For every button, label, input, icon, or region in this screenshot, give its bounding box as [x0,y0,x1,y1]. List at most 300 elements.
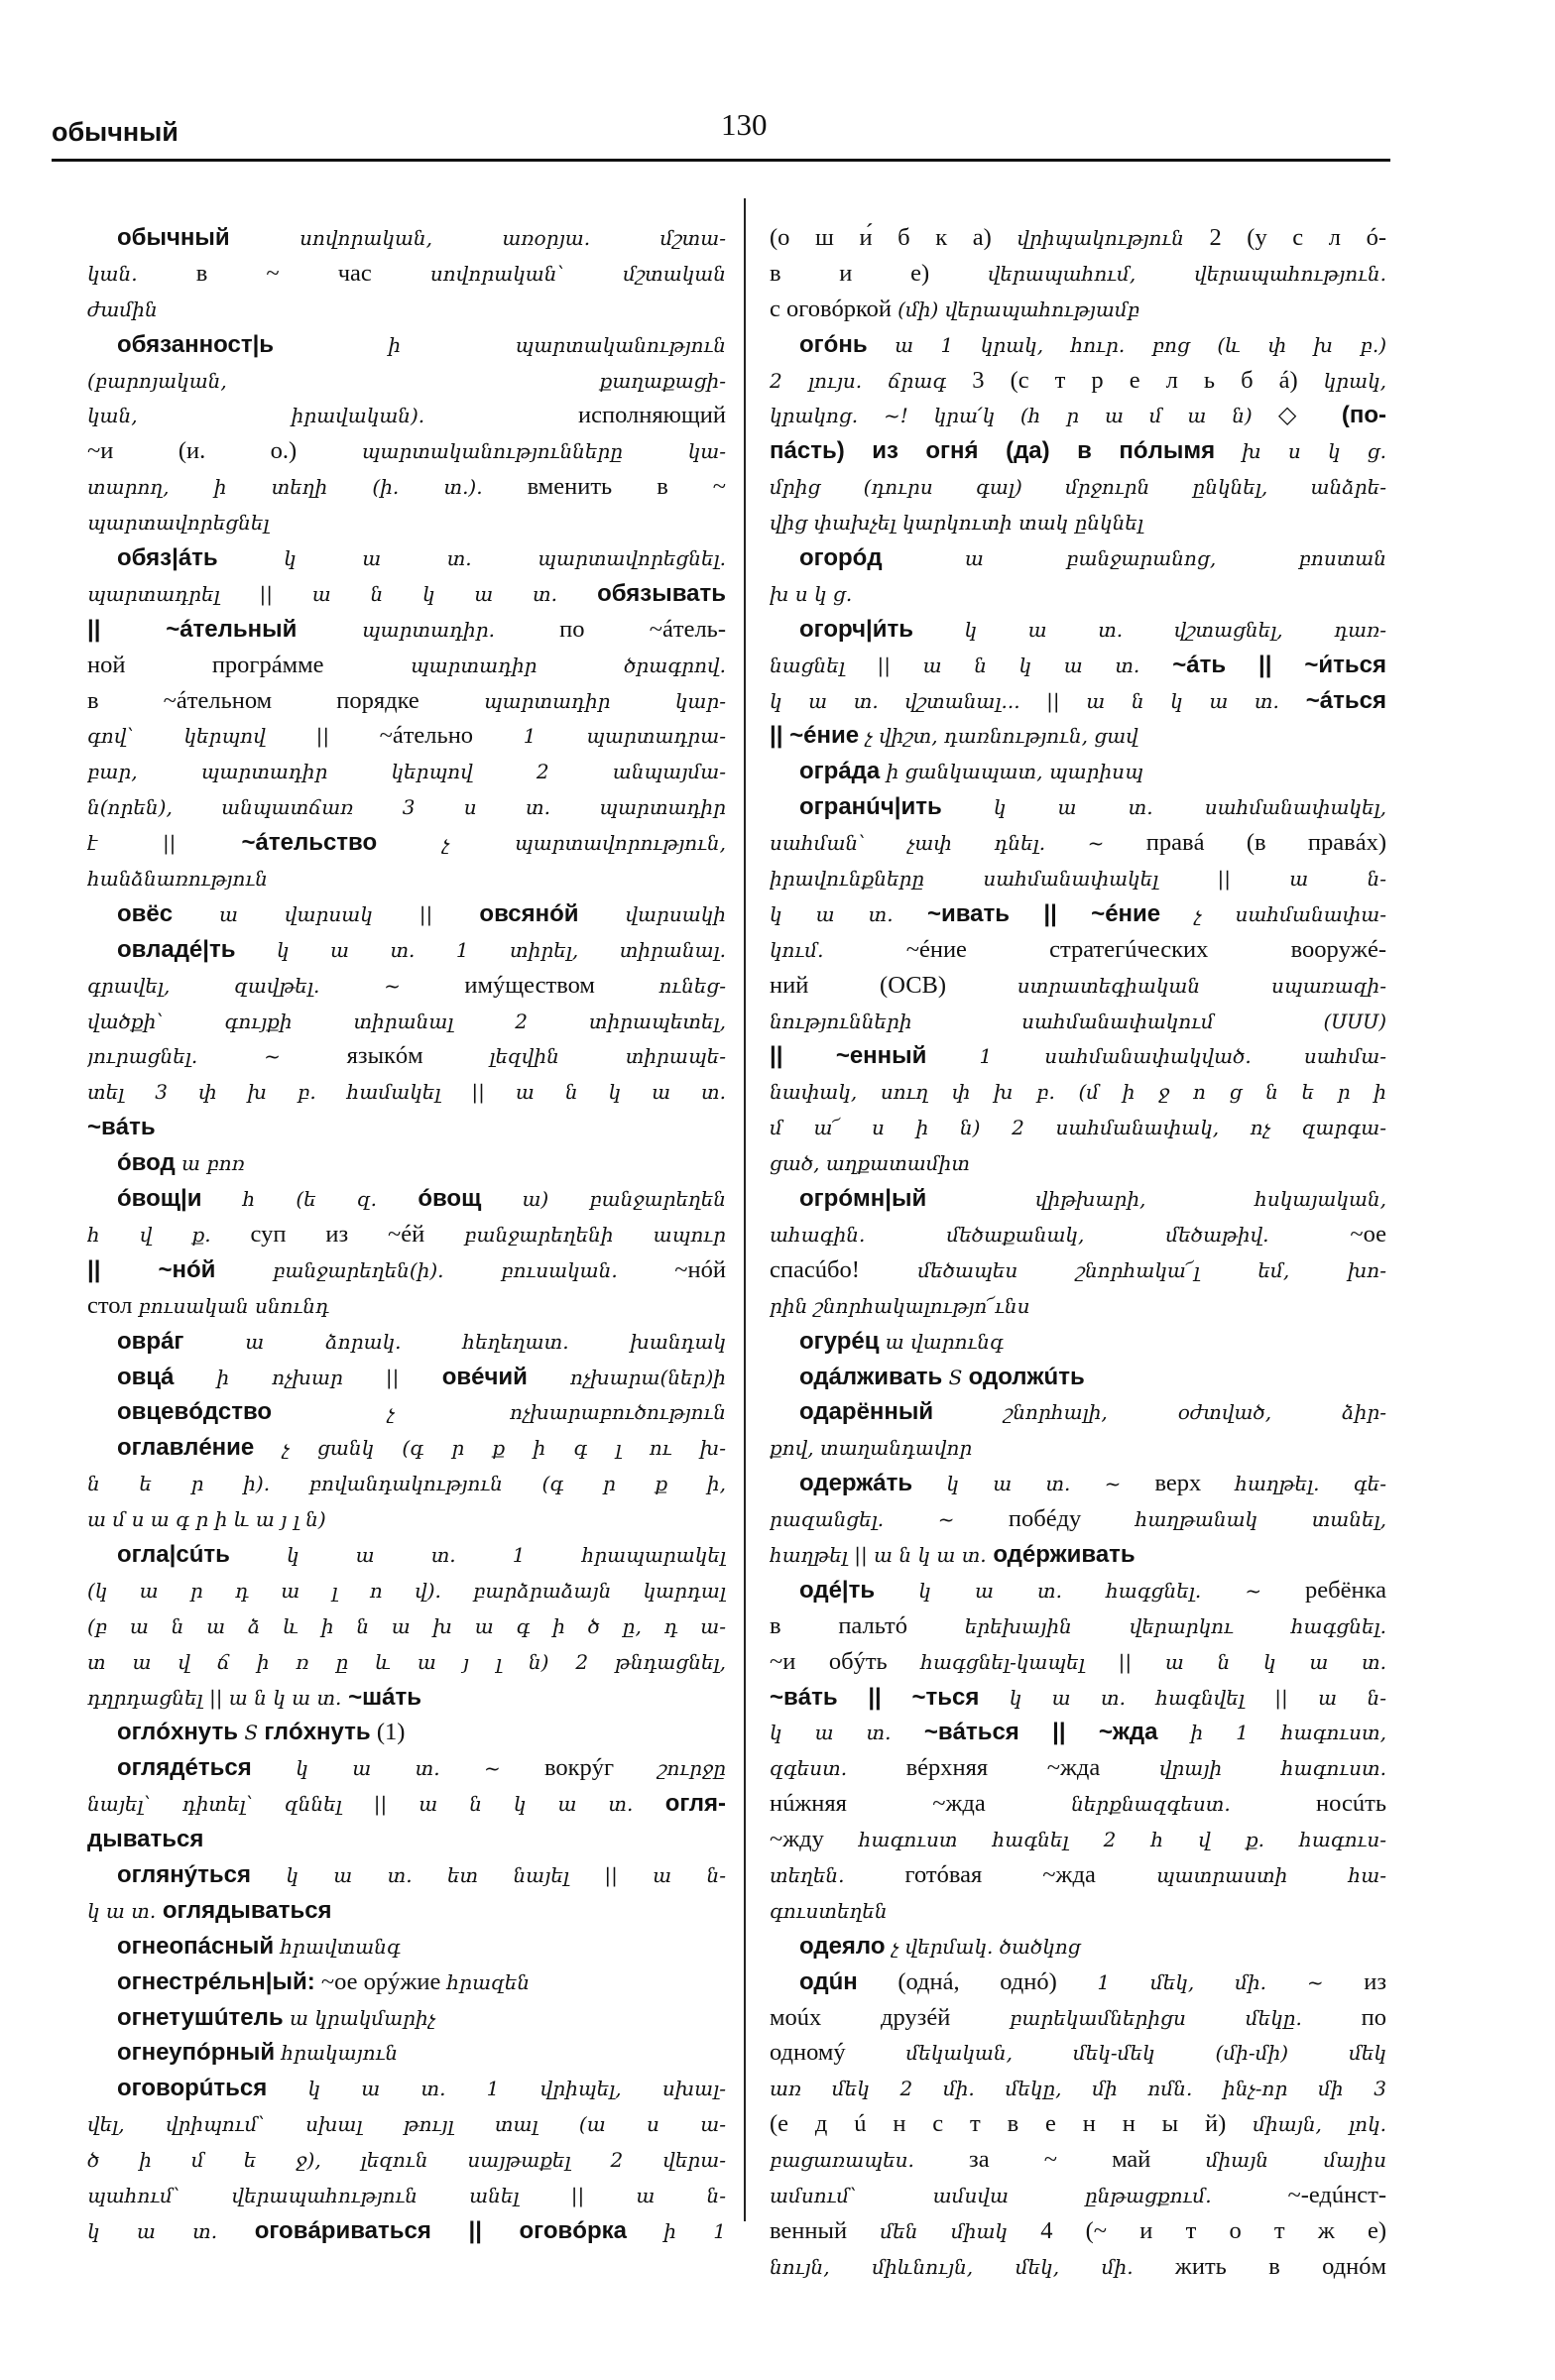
dictionary-line [87,398,726,433]
dictionary-line [770,398,1386,433]
dictionary-line [770,896,1386,932]
russian-text: ~-едúнст- [1211,2181,1386,2208]
russian-text: исполняющий [424,402,726,429]
headword: оговáриваться || оговóрка [217,2216,627,2244]
armenian-gloss: կ ա տ. սահմանափակել, [941,795,1386,820]
dictionary-entry-start [770,327,1386,363]
russian-text: в ~áтельном порядке [87,686,484,714]
dictionary-line [770,1145,1386,1181]
armenian-gloss: շուրջը [658,1756,726,1781]
armenian-gloss: ա բանջարանոց, բոստան [882,546,1386,571]
armenian-gloss: կ ա տ. պարտավորեցնել. [217,546,726,571]
armenian-gloss: չ վերմակ. ծածկոց [885,1934,1081,1959]
headword: огрáда [799,758,881,785]
armenian-gloss: հ (ե զ. [201,1187,377,1212]
russian-text: ~éние стратегúческих воорyжé- [823,935,1386,963]
armenian-gloss: բար, պարտադիր կերպով 2 անպայմա- [87,760,726,784]
armenian-gloss: տ ա վ ճ ի ռ ը և ա յ լ ն) 2 թնդացնել, [87,1649,726,1674]
armenian-gloss: վիթխարի, հսկայական, [926,1187,1386,1212]
armenian-gloss: նույն, միևնույն, մեկ, մի. [770,2254,1134,2279]
armenian-gloss: կ ա տ. վշտացնել, դառ- [912,617,1386,642]
russian-text: ной прогрáмме [87,651,411,678]
dictionary-line [770,968,1386,1004]
armenian-gloss: գրավել, զավթել. ~ [87,973,401,998]
russian-text: вменить в ~ [482,473,726,501]
headword: огорóд [799,544,883,572]
headword: ~áтельство [176,829,378,857]
russian-text: ~ое [1268,1220,1386,1248]
armenian-gloss: խ ս կ ց. [770,581,853,606]
armenian-gloss: հաղթանակ տանել, [1135,1507,1386,1532]
dictionary-entry-start [87,1715,726,1750]
running-head: обычный [52,117,179,147]
headword: одержáть [799,1470,913,1497]
dictionary-line [770,292,1386,327]
dictionary-line [770,433,1386,469]
armenian-gloss: չ ոչխարաբուծություն [272,1400,726,1425]
dictionary-line [87,1004,726,1039]
russian-text: из [1323,1967,1386,1995]
headword: || ~éние [770,722,860,750]
dictionary-line [770,1750,1386,1786]
headword: || ~енный [770,1042,927,1070]
armenian-gloss: ի 1 հագուստ, [1157,1721,1386,1745]
armenian-gloss: կրակոց. ~! կրա՛կ (հ ր ա մ ա ն) [770,404,1253,428]
dictionary-line [87,1501,726,1537]
russian-text: побéду [954,1505,1136,1533]
russian-text: ~áтельно [329,722,474,750]
armenian-gloss: հանձնառություն [87,867,268,892]
headword: оглóхнуть [117,1719,238,1746]
armenian-gloss: ն(որեն), անպատճառ 3 ս տ. պարտադիր [87,795,726,820]
dictionary-line [87,1822,726,1857]
dictionary-line [87,433,726,469]
dictionary-line [87,505,726,540]
russian-text: правá (в правáх) [1104,829,1386,857]
armenian-gloss: պարտավորեցնել [87,511,270,536]
dictionary-entry-start [87,1750,726,1786]
headword: оглядываться [156,1896,332,1924]
armenian-gloss: ա բոռ [175,1151,245,1176]
headword: оглавлéние [117,1434,255,1462]
dictionary-line [87,789,726,825]
armenian-gloss: առ մեկ 2 մի. մեկը, մի ոմն. ինչ-որ մի 3 [770,2077,1386,2101]
armenian-gloss: խ ս կ ց. [1215,439,1386,464]
armenian-gloss: ա 1 կրակ, հուր. բոց (և փ խ բ.) [867,332,1386,357]
armenian-gloss: 1 մեկ, մի. ~ [1097,1969,1324,1994]
headword: ◇ (по- [1252,402,1386,429]
armenian-gloss: կ ա տ. հագցնել. ~ [875,1578,1262,1603]
dictionary-entry-start [87,1929,726,1964]
dictionary-line [87,861,726,896]
armenian-gloss: մ ա՜ ս ի ն) 2 սահմանափակ, ոչ զարգա- [770,1116,1386,1140]
dictionary-entry-start [770,540,1386,576]
dictionary-line [770,1501,1386,1537]
russian-text: 4 (~ и т о т ж е) [1008,2216,1386,2244]
armenian-gloss: 1 սահմանափակված. սահմա- [926,1044,1386,1069]
russian-text: ребёнка [1261,1576,1386,1604]
dictionary-entry-start [87,2000,726,2036]
russian-text: жить в однóм [1133,2252,1386,2280]
dictionary-line [87,718,726,754]
armenian-gloss: շնորհալի, օժտված, ձիր- [933,1400,1386,1425]
armenian-gloss: յուրացնել. ~ [87,1044,281,1069]
armenian-gloss: սովորական՝ մշտական [429,261,726,286]
dictionary-entry-start [87,1145,726,1181]
armenian-gloss: (մի) վերապահությամբ [897,297,1140,321]
armenian-gloss: (բարոյական, քաղաքացի- [87,368,726,393]
armenian-gloss: երեխային վերարկու հագցնել. [964,1613,1386,1638]
russian-text: (однá, однó) [857,1967,1098,1995]
armenian-gloss: գուստեղեն [770,1898,888,1923]
dictionary-line [770,1680,1386,1716]
dictionary-line [770,861,1386,896]
headword: овцá [117,1363,175,1390]
russian-text: с оговóркой [770,295,898,322]
armenian-gloss: բանջարեղենի ապուր [464,1222,726,1247]
headword: ~вáться || ~жда [891,1719,1158,1746]
dictionary-entry-start [770,1466,1386,1501]
armenian-gloss: տեղեն. [770,1862,845,1887]
russian-text: нúжняя ~жда [770,1790,1072,1818]
headword: огнетушúтель [117,2003,284,2031]
dictionary-line [87,683,726,719]
armenian-gloss: չ վիշտ, դառնություն, ցավ [859,724,1138,749]
armenian-gloss: S [942,1365,969,1389]
headword: ~áться [1278,686,1386,714]
russian-text: имýществом [400,971,659,999]
dictionary-line [770,363,1386,399]
armenian-gloss: ոչխարա(ներ)ի [527,1365,726,1389]
headword: || ~áтельный [87,615,298,643]
dictionary-line [770,1038,1386,1074]
armenian-gloss: ա ձորակ. հեղեղատ. խանդակ [183,1329,726,1354]
headword: огла|сúть [117,1540,230,1568]
headword: одé|ть [799,1576,876,1604]
dictionary-line [87,1644,726,1680]
dictionary-entry-start [87,2035,726,2071]
russian-text: 3 (с т р е л ь б á) [946,366,1324,394]
dictionary-line [770,1430,1386,1466]
russian-text: ~и (и. о.) [87,437,362,465]
dictionary-line [770,2213,1386,2249]
russian-text: 2 (у с л ó- [1183,224,1386,251]
russian-text: в и е) [770,259,988,287]
dictionary-line [87,648,726,683]
dictionary-line [87,576,726,612]
armenian-gloss: բացառապես. [770,2148,914,2173]
armenian-gloss: պատրաստի հա- [1155,1862,1386,1887]
dictionary-line [770,1252,1386,1288]
armenian-gloss: մրից (դուրս գալ) մրջուրն ընկնել, անձրե- [770,475,1386,500]
armenian-gloss: մեծապես շնորհակա՜լ եմ, խո- [917,1257,1386,1282]
armenian-gloss: միայն, լոկ. [1253,2112,1386,2137]
dictionary-line [770,1893,1386,1929]
armenian-gloss: կ ա տ. [770,901,894,926]
page-header [52,107,1390,157]
armenian-gloss: ի ցանկապատ, պարիսպ [880,760,1143,784]
armenian-gloss: ն ե ր ի). բովանդակություն (գ ր ք ի, [87,1472,726,1496]
dictionary-line [770,932,1386,968]
armenian-gloss: կ ա տ. 1 հրապարակել [229,1542,726,1567]
dictionary-entry-start [770,1324,1386,1360]
armenian-gloss: կում. [770,937,824,962]
dictionary-entry-start [87,1324,726,1360]
armenian-gloss: ի 1 [626,2218,726,2243]
dictionary-line [87,2106,726,2142]
armenian-gloss: չ պարտավորություն, [377,831,726,856]
russian-text: (е д ú н с т в е н н ы й) [770,2110,1254,2138]
russian-text: вокрýг [500,1754,658,1782]
dictionary-line [770,2106,1386,2142]
dictionary-line [770,469,1386,505]
dictionary-line [770,1608,1386,1644]
headword: огорч|и́ть [799,615,913,643]
russian-text: одномý [770,2039,906,2067]
headword: овцевóдство [117,1398,273,1426]
right-column [770,220,1386,2285]
left-column [87,220,726,2249]
headword: || ~нóй [87,1255,216,1283]
headword: овéчий [399,1363,528,1390]
headword: дываться [87,1826,204,1853]
armenian-gloss: պարտադիր կար- [483,688,726,713]
armenian-gloss: պահում՝ վերապահություն անել || ա ն- [87,2183,726,2207]
armenian-gloss: տարող, ի տեղի (ի. տ.). [87,475,483,500]
armenian-gloss: բանջարեղեն(ի). բուսական. [215,1257,618,1282]
armenian-gloss: զգեստ. [770,1756,848,1781]
headword: одеяло [799,1932,886,1960]
armenian-gloss: չ ցանկ (գ ր ք ի գ լ ու խ- [254,1436,726,1461]
dictionary-entry-start [770,612,1386,648]
dictionary-line [87,2178,726,2213]
dictionary-line [87,1074,726,1110]
armenian-gloss: կ ա տ. [87,1898,157,1923]
armenian-gloss: ներքնազգեստ. [1071,1792,1231,1817]
dictionary-line [770,1074,1386,1110]
headword: огурéц [799,1327,880,1355]
header-rule [52,159,1390,162]
dictionary-line [87,363,726,399]
russian-text: ~и обýть [770,1647,921,1675]
armenian-gloss: կան, իրավական). [87,404,425,428]
dictionary-line [770,1786,1386,1822]
armenian-gloss: րազանցել. ~ [770,1507,955,1532]
headword: ~áть || ~и́ться [1139,651,1386,678]
russian-text: за ~ май [913,2146,1206,2174]
armenian-gloss: լեզվին տիրապե- [489,1044,726,1069]
russian-text: моúх друзéй [770,2003,1011,2031]
armenian-gloss: կ ա տ. ետ նայել || ա ն- [251,1862,726,1887]
armenian-gloss: սահման՝ չափ դնել. ~ [770,831,1105,856]
russian-text: венный [770,2216,881,2244]
dictionary-entry-start [770,1573,1386,1608]
russian-text: по ~áтель- [494,615,726,643]
page-number: 130 [721,107,768,142]
dictionary-line [87,612,726,648]
russian-text: (о ш и́ б к а) [770,224,1017,251]
armenian-gloss: ամսում՝ ամսվա ընթացքում. [770,2183,1212,2207]
headword: огнеупóрный [117,2039,276,2067]
dictionary-line [770,2249,1386,2285]
dictionary-line [770,1857,1386,1893]
armenian-gloss: մեկական, մեկ-մեկ (մի-մի) մեկ [905,2041,1386,2066]
column-divider [744,198,746,2221]
russian-text: носúть [1230,1790,1386,1818]
russian-text: вéрхняя ~жда [847,1754,1159,1782]
headword: ~вáть || ~ться [770,1683,980,1711]
armenian-gloss: վրիպակություն [1017,226,1184,250]
armenian-gloss: գով՝ կերպով || [87,724,330,749]
russian-text: спасúбо! [770,1255,918,1283]
armenian-gloss: ցած, աղքատամիտ [770,1151,970,1176]
dictionary-line [770,1217,1386,1252]
armenian-gloss: ա վարունգ [879,1329,1004,1354]
dictionary-entry-start [770,754,1386,789]
dictionary-line [770,2071,1386,2106]
dictionary-line [87,256,726,292]
armenian-gloss: 1 պարտադրա- [473,724,726,749]
armenian-gloss: նայել՝ դիտել՝ զննել || ա ն կ ա տ. [87,1792,634,1817]
headword: пáсть) из огня́ (да) в пóлымя [770,437,1216,465]
armenian-gloss: հաղթել || ա ն կ ա տ. [770,1542,987,1567]
headword: оврáг [117,1327,184,1355]
headword: ~шáть [341,1683,421,1711]
dictionary-line [770,1822,1386,1857]
russian-text: ~ое орýжие [314,1967,447,1995]
headword: обязанност|ь [117,330,275,358]
dictionary-line [770,1288,1386,1324]
armenian-gloss: մեն միակ [880,2218,1008,2243]
dictionary-line [770,505,1386,540]
armenian-gloss: ա) բանջարեղեն [481,1187,726,1212]
dictionary-entry-start [770,1929,1386,1964]
dictionary-entry-start [87,327,726,363]
armenian-gloss: ի պարտականություն [274,332,726,357]
armenian-gloss: նությունների սահմանափակում (ՍՍՍ) [770,1009,1386,1033]
russian-text: суп из ~éй [210,1220,465,1248]
dictionary-line [770,576,1386,612]
dictionary-line [87,1252,726,1288]
armenian-gloss: կ ա տ. 1 տիրել, տիրանալ. [235,937,726,962]
dictionary-entry-start [87,1430,726,1466]
armenian-gloss: չ սահմանափա- [1160,901,1386,926]
armenian-gloss: կ ա տ. վշտանալ... || ա ն կ ա տ. [770,688,1279,713]
armenian-gloss: դղրդացնել || ա ն կ ա տ. [87,1685,342,1710]
russian-text: верх [1121,1470,1236,1497]
dictionary-line [770,825,1386,861]
armenian-gloss: միայն մայիս [1205,2148,1386,2173]
headword: одолжúть [968,1363,1085,1390]
dictionary-entry-start [87,932,726,968]
dictionary-line [87,968,726,1004]
dictionary-entry-start [87,1181,726,1217]
dictionary-entry-start [87,1537,726,1573]
headword: обяз|áть [117,544,218,572]
dictionary-line [87,754,726,789]
armenian-gloss: ժամին [87,297,158,321]
russian-text: (1) [370,1719,406,1746]
dictionary-line [770,1110,1386,1145]
armenian-gloss: հ վ ք. [87,1222,211,1247]
armenian-gloss: վրայի հագուստ. [1158,1756,1386,1781]
armenian-gloss: քով, տաղանդավոր [770,1436,973,1461]
dictionary-line [770,1537,1386,1573]
dictionary-line [770,2142,1386,2178]
dictionary-entry-start [770,1181,1386,1217]
armenian-gloss: պարտադրել || ա ն կ ա տ. [87,581,558,606]
russian-text: по [1301,2003,1386,2031]
dictionary-line [87,2213,726,2249]
dictionary-line [770,718,1386,754]
armenian-gloss: կ ա տ. 1 վրիպել, սխալ- [267,2077,726,2101]
dictionary-line [770,1004,1386,1039]
armenian-gloss: բուսական սնունդ [138,1293,329,1318]
armenian-gloss: կ ա տ. ~ [912,1472,1122,1496]
headword: одúн [799,1967,858,1995]
armenian-gloss: ի ոչխար || [174,1365,400,1389]
russian-text: в пальтó [770,1611,965,1639]
dictionary-entry-start [87,896,726,932]
armenian-gloss: (բ ա ն ա ձ և ի ն ա խ ա գ ի ծ ը, դ ա- [87,1613,726,1638]
armenian-gloss: (կ ա ր դ ա լ ո վ). բարձրաձայն կարդալ [87,1578,726,1603]
dictionary-entry-start [87,1360,726,1395]
armenian-gloss: հագուստ հագնել 2 հ վ ք. հագուս- [858,1828,1386,1852]
armenian-gloss: բարեկամներիցս մեկը. [1010,2005,1302,2030]
headword: овёс [117,899,174,927]
dictionary-entry-start [87,1857,726,1893]
russian-text: готóвая ~жда [844,1860,1156,1888]
russian-text: языкóм [280,1042,490,1070]
headword: овсянóй [432,899,579,927]
russian-text: ний (ОСВ) [770,971,1017,999]
armenian-gloss: հրավտանգ [274,1934,401,1959]
dictionary-line [87,292,726,327]
armenian-gloss: կան. [87,261,138,286]
headword: ~вáть [87,1114,156,1141]
headword: огнестрéльн|ый: [117,1967,315,1995]
dictionary-line [87,1786,726,1822]
dictionary-line [87,1110,726,1145]
armenian-gloss: պարտականությունները կա- [361,439,726,464]
dictionary-line [87,469,726,505]
headword: огля- [633,1790,726,1818]
dictionary-line [770,2035,1386,2071]
dictionary-line [770,1715,1386,1750]
dictionary-line [770,648,1386,683]
headword: обычный [117,224,230,251]
dictionary-line [87,1573,726,1608]
dictionary-entry-start [770,1394,1386,1430]
headword: ~ивать || ~éние [893,899,1161,927]
armenian-gloss: սովորական, առօրյա. մշտա- [229,226,726,250]
armenian-gloss: ա մ ս ա գ ր ի և ա յ լ ն) [87,1507,326,1532]
armenian-gloss: վածքի՝ գույքի տիրանալ 2 տիրապետել, [87,1009,726,1033]
headword: огранúч|ить [799,793,942,821]
armenian-gloss: պարտադիր ծրագրով. [410,653,726,677]
armenian-gloss: կ ա տ. ~ [251,1756,501,1781]
russian-text: стол [87,1291,139,1319]
armenian-gloss: ա կրակմարիչ [283,2005,436,2030]
headword: óвод [117,1149,176,1177]
armenian-gloss: հրակայուն [275,2041,399,2066]
dictionary-line [87,1680,726,1716]
armenian-gloss: ա վարսակ || [173,901,433,926]
dictionary-entry-start [87,220,726,256]
headword: оговорúться [117,2075,268,2102]
armenian-gloss: իրավունքները սահմանափակել || ա ն- [770,867,1386,892]
armenian-gloss: հաղթել. գե- [1235,1472,1386,1496]
